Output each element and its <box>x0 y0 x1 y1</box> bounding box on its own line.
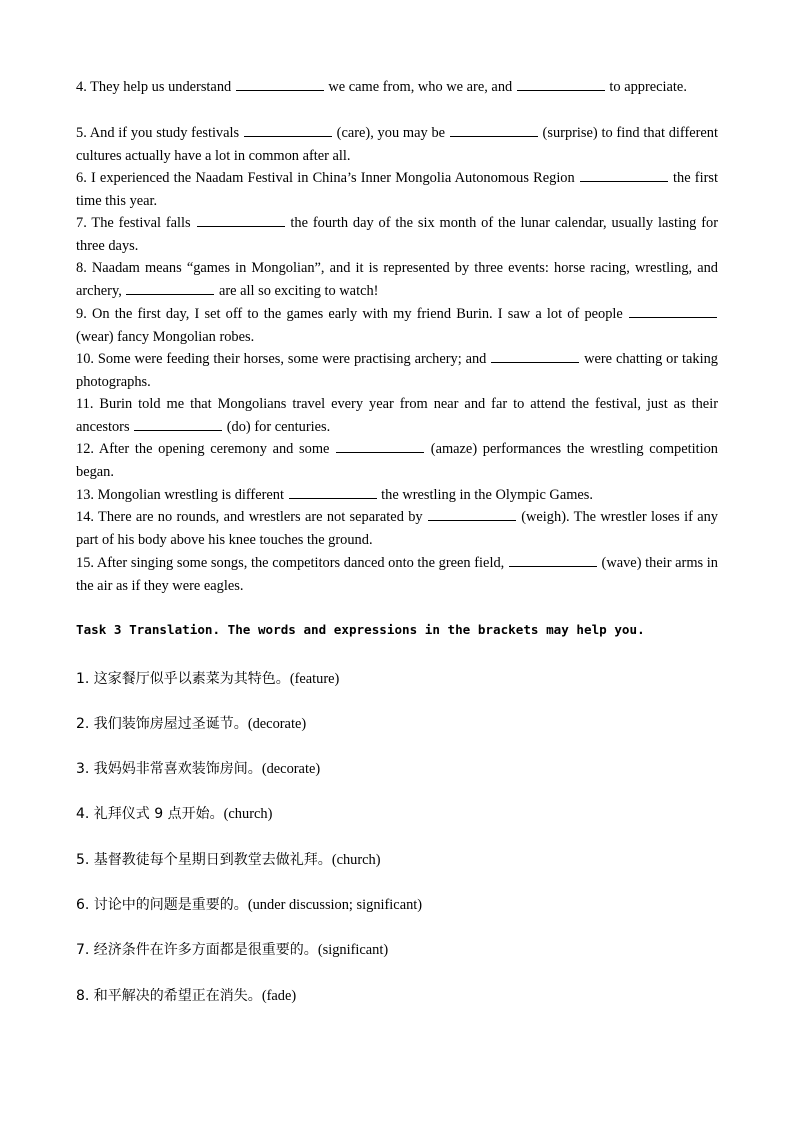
exercise-item <box>76 438 718 484</box>
exercise-item <box>76 212 718 258</box>
exercise-text: (amaze) performances the wrestling competition began. <box>76 441 718 480</box>
exercise-item <box>76 122 718 168</box>
exercise-item <box>76 552 718 598</box>
answer-blank[interactable] <box>244 122 332 137</box>
answer-blank[interactable] <box>491 348 579 363</box>
exercise-item <box>76 348 718 394</box>
answer-blank[interactable] <box>236 76 324 91</box>
answer-blank[interactable] <box>509 552 597 567</box>
exercise-text: 15. After singing some songs, the competitors danced onto the green field, <box>76 555 508 571</box>
translation-hint: (decorate) <box>261 761 321 777</box>
exercise-text: (wave) their arms in the air as if they were eagles. <box>76 555 718 594</box>
translation-sentence: 8. 和平解决的希望正在消失。 <box>76 988 262 1004</box>
translation-sentence: 4. 礼拜仪式 9 点开始。 <box>76 806 224 822</box>
exercise-text: we came from, who we are, and <box>324 79 516 95</box>
exercise-text: (do) for centuries. <box>223 418 331 435</box>
translation-item <box>76 758 320 778</box>
exercise-text: 5. And if you study festivals <box>76 125 243 141</box>
exercise-text: 10. Some were feeding their horses, some were practising archery; and <box>76 351 491 367</box>
exercise-item <box>76 506 718 552</box>
answer-blank[interactable] <box>134 416 222 431</box>
translation-item <box>76 894 422 914</box>
translation-item <box>76 985 296 1005</box>
exercise-text: 4. They help us understand <box>76 79 235 95</box>
exercise-text: were chatting or taking photographs. <box>76 351 719 390</box>
exercise-text: (surprise) to find that different cultures actually have a lot in common after all. <box>76 125 718 164</box>
translation-item <box>76 849 381 869</box>
exercise-text: 14. There are no rounds, and wrestlers are not separated by <box>76 509 427 525</box>
translation-hint: (significant) <box>317 942 389 958</box>
answer-blank[interactable] <box>197 212 285 227</box>
exercise-text: the first time this year. <box>76 170 718 209</box>
exercise-text: are all so exciting to watch! <box>215 282 379 299</box>
exercise-item <box>76 484 718 507</box>
answer-blank[interactable] <box>580 167 668 182</box>
translation-hint: (church) <box>331 852 381 868</box>
exercise-text: 12. After the opening ceremony and some <box>76 441 336 457</box>
translation-sentence: 6. 讨论中的问题是重要的。 <box>76 897 248 913</box>
translation-sentence: 3. 我妈妈非常喜欢装饰房间。 <box>76 761 262 777</box>
exercise-text: 11. Burin told me that Mongolians travel every year from near and far to attend the festival, just as their ancestors <box>76 396 718 435</box>
exercise-item <box>76 257 718 303</box>
exercise-text: 8. Naadam means “games in Mongolian”, and it is represented by three events: horse racing, wrestling, and archery, <box>76 260 718 299</box>
exercise-text: to appreciate. <box>605 79 687 95</box>
answer-blank[interactable] <box>336 438 424 453</box>
translation-item <box>76 803 272 823</box>
translation-sentence: 5. 基督教徒每个星期日到教堂去做礼拜。 <box>76 852 332 868</box>
translation-hint: (church) <box>223 806 273 822</box>
translation-hint: (fade) <box>261 988 297 1004</box>
translation-item <box>76 939 388 959</box>
task3-heading: Task 3 Translation. The words and expressions in the brackets may help you. <box>76 622 645 637</box>
answer-blank[interactable] <box>126 280 214 295</box>
answer-blank[interactable] <box>629 303 717 318</box>
exercise-text: 13. Mongolian wrestling is different <box>76 487 288 503</box>
exercise-item <box>76 76 718 99</box>
answer-blank[interactable] <box>428 506 516 521</box>
answer-blank[interactable] <box>517 76 605 91</box>
answer-blank[interactable] <box>289 484 377 499</box>
translation-item <box>76 713 306 733</box>
answer-blank[interactable] <box>450 122 538 137</box>
exercise-text: 6. I experienced the Naadam Festival in China’s Inner Mongolia Autonomous Region <box>76 170 579 186</box>
exercise-text: (care), you may be <box>332 125 449 141</box>
translation-hint: (decorate) <box>247 716 307 732</box>
translation-hint: (under discussion; significant) <box>247 897 423 913</box>
translation-hint: (feature) <box>289 671 340 687</box>
exercise-item <box>76 393 718 439</box>
exercise-text: (weigh). The wrestler loses if any part of his body above his knee touches the ground. <box>76 509 718 548</box>
exercise-text: the wrestling in the Olympic Games. <box>377 487 593 503</box>
exercise-text: 7. The festival falls <box>76 215 196 231</box>
translation-item <box>76 668 339 688</box>
exercise-text: the fourth day of the six month of the lunar calendar, usually lasting for three days. <box>76 215 718 254</box>
exercise-item <box>76 167 718 213</box>
translation-sentence: 2. 我们装饰房屋过圣诞节。 <box>76 716 248 732</box>
exercise-text: 9. On the first day, I set off to the games early with my friend Burin. I saw a lot of people <box>76 306 628 322</box>
translation-sentence: 7. 经济条件在许多方面都是很重要的。 <box>76 942 318 958</box>
exercise-item <box>76 303 718 349</box>
translation-sentence: 1. 这家餐厅似乎以素菜为其特色。 <box>76 671 290 687</box>
exercise-text: (wear) fancy Mongolian robes. <box>76 328 255 345</box>
